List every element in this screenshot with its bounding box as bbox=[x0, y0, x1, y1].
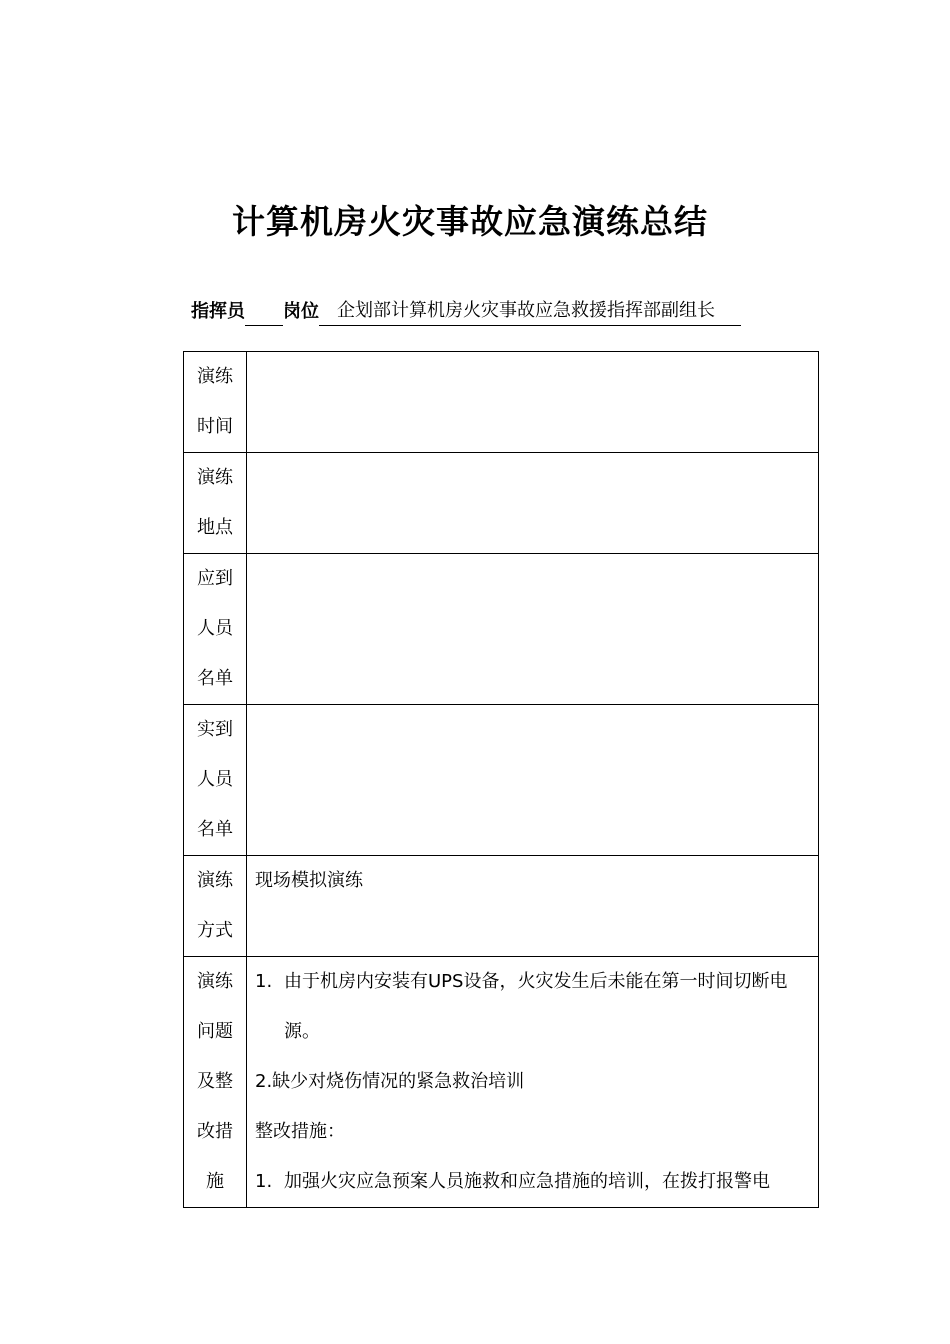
row-label bbox=[184, 957, 247, 1208]
issue-item bbox=[255, 957, 812, 1057]
table-row-actual-attendees bbox=[184, 705, 819, 856]
label-line: 演练 bbox=[197, 870, 233, 891]
drill-method-text: 现场模拟演练 bbox=[255, 870, 363, 891]
label-line: 应到 bbox=[197, 568, 233, 589]
row-label bbox=[184, 352, 247, 453]
table-row-expected-attendees bbox=[184, 554, 819, 705]
label-line: 方式 bbox=[197, 920, 233, 941]
table-row-location bbox=[184, 453, 819, 554]
drill-time-cell bbox=[247, 352, 819, 453]
commander-field bbox=[245, 297, 283, 326]
header-info bbox=[191, 296, 741, 326]
table-row-issues bbox=[184, 957, 819, 1208]
row-label bbox=[184, 554, 247, 705]
table-row-time bbox=[184, 352, 819, 453]
position-label: 岗位 bbox=[283, 301, 319, 322]
label-line: 名单 bbox=[197, 668, 233, 689]
table-row-method bbox=[184, 856, 819, 957]
label-line: 演练 bbox=[197, 971, 233, 992]
drill-summary-table bbox=[183, 351, 819, 1208]
drill-method-cell bbox=[247, 856, 819, 957]
expected-attendees-cell bbox=[247, 554, 819, 705]
row-label bbox=[184, 705, 247, 856]
row-label bbox=[184, 453, 247, 554]
item-number: 1. bbox=[255, 1171, 273, 1192]
label-line: 演练 bbox=[197, 467, 233, 488]
label-line: 人员 bbox=[197, 769, 233, 790]
label-line: 时间 bbox=[197, 416, 233, 437]
label-line: 改措 bbox=[197, 1121, 233, 1142]
item-text: 由于机房内安装有UPS设备，火灾发生后未能在第一时间切断电源。 bbox=[284, 971, 788, 1042]
actual-attendees-cell bbox=[247, 705, 819, 856]
drill-location-cell bbox=[247, 453, 819, 554]
issue-item: 2.缺少对烧伤情况的紧急救治培训 bbox=[255, 1071, 525, 1092]
commander-label: 指挥员 bbox=[191, 301, 245, 322]
label-line: 人员 bbox=[197, 618, 233, 639]
label-line: 演练 bbox=[197, 366, 233, 387]
measure-item bbox=[255, 1157, 812, 1207]
label-line: 地点 bbox=[197, 517, 233, 538]
label-line: 施 bbox=[206, 1171, 224, 1192]
document-title: 计算机房火灾事故应急演练总结 bbox=[232, 202, 708, 241]
row-label bbox=[184, 856, 247, 957]
label-line: 问题 bbox=[197, 1021, 233, 1042]
label-line: 实到 bbox=[197, 719, 233, 740]
label-line: 及整 bbox=[197, 1071, 233, 1092]
item-text: 加强火灾应急预案人员施救和应急措施的培训，在拨打报警电 bbox=[284, 1171, 770, 1192]
label-line: 名单 bbox=[197, 819, 233, 840]
position-value: 企划部计算机房火灾事故应急救援指挥部副组长 bbox=[319, 297, 741, 326]
item-number: 1. bbox=[255, 971, 273, 992]
issues-cell bbox=[247, 957, 819, 1208]
measures-heading: 整改措施： bbox=[255, 1121, 345, 1142]
